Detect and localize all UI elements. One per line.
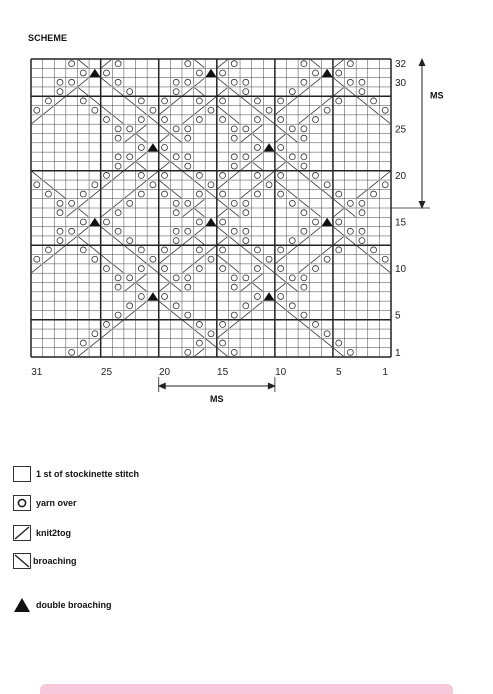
column-tick-label: 10 — [275, 367, 287, 378]
knit2tog-icon — [13, 525, 31, 541]
row-tick-label: 30 — [395, 77, 407, 89]
legend-item-broaching — [13, 552, 77, 570]
column-tick-label: 31 — [31, 367, 43, 378]
row-tick-label: 25 — [395, 124, 407, 136]
legend-label: double broaching — [36, 600, 112, 610]
broaching-icon — [13, 553, 31, 569]
row-tick-label: 15 — [395, 217, 407, 229]
empty-square-icon — [13, 466, 31, 482]
legend-item-stockinette — [13, 465, 139, 483]
double-broaching-icon — [13, 597, 31, 613]
column-tick-label: 25 — [100, 367, 113, 378]
legend-item-knit2tog — [13, 524, 71, 542]
legend-item-yarn-over — [13, 494, 77, 512]
bottom-decor-bar — [40, 684, 453, 694]
row-tick-label: 10 — [395, 264, 407, 276]
chart-title: SCHEME — [28, 33, 68, 43]
legend-label: yarn over — [36, 498, 77, 508]
row-tick-label: 20 — [395, 170, 407, 182]
vertical-repeat-label: MS — [430, 90, 444, 101]
row-tick-label: 5 — [395, 310, 401, 322]
legend-item-double-broaching — [13, 596, 112, 614]
column-tick-label: 5 — [335, 367, 342, 378]
column-tick-label: 20 — [158, 367, 171, 378]
yarn-over-icon — [13, 495, 31, 511]
row-tick-label: 1 — [395, 347, 401, 359]
column-tick-label: 1 — [382, 367, 388, 378]
legend-label: broaching — [33, 556, 77, 566]
legend-label: 1 st of stockinette stitch — [36, 469, 140, 479]
legend-label: knit2tog — [36, 528, 71, 538]
arrow-head-up — [419, 58, 426, 66]
row-tick-label: 32 — [395, 59, 407, 71]
column-tick-label: 15 — [217, 367, 229, 378]
horizontal-repeat-label: MS — [210, 394, 224, 404]
